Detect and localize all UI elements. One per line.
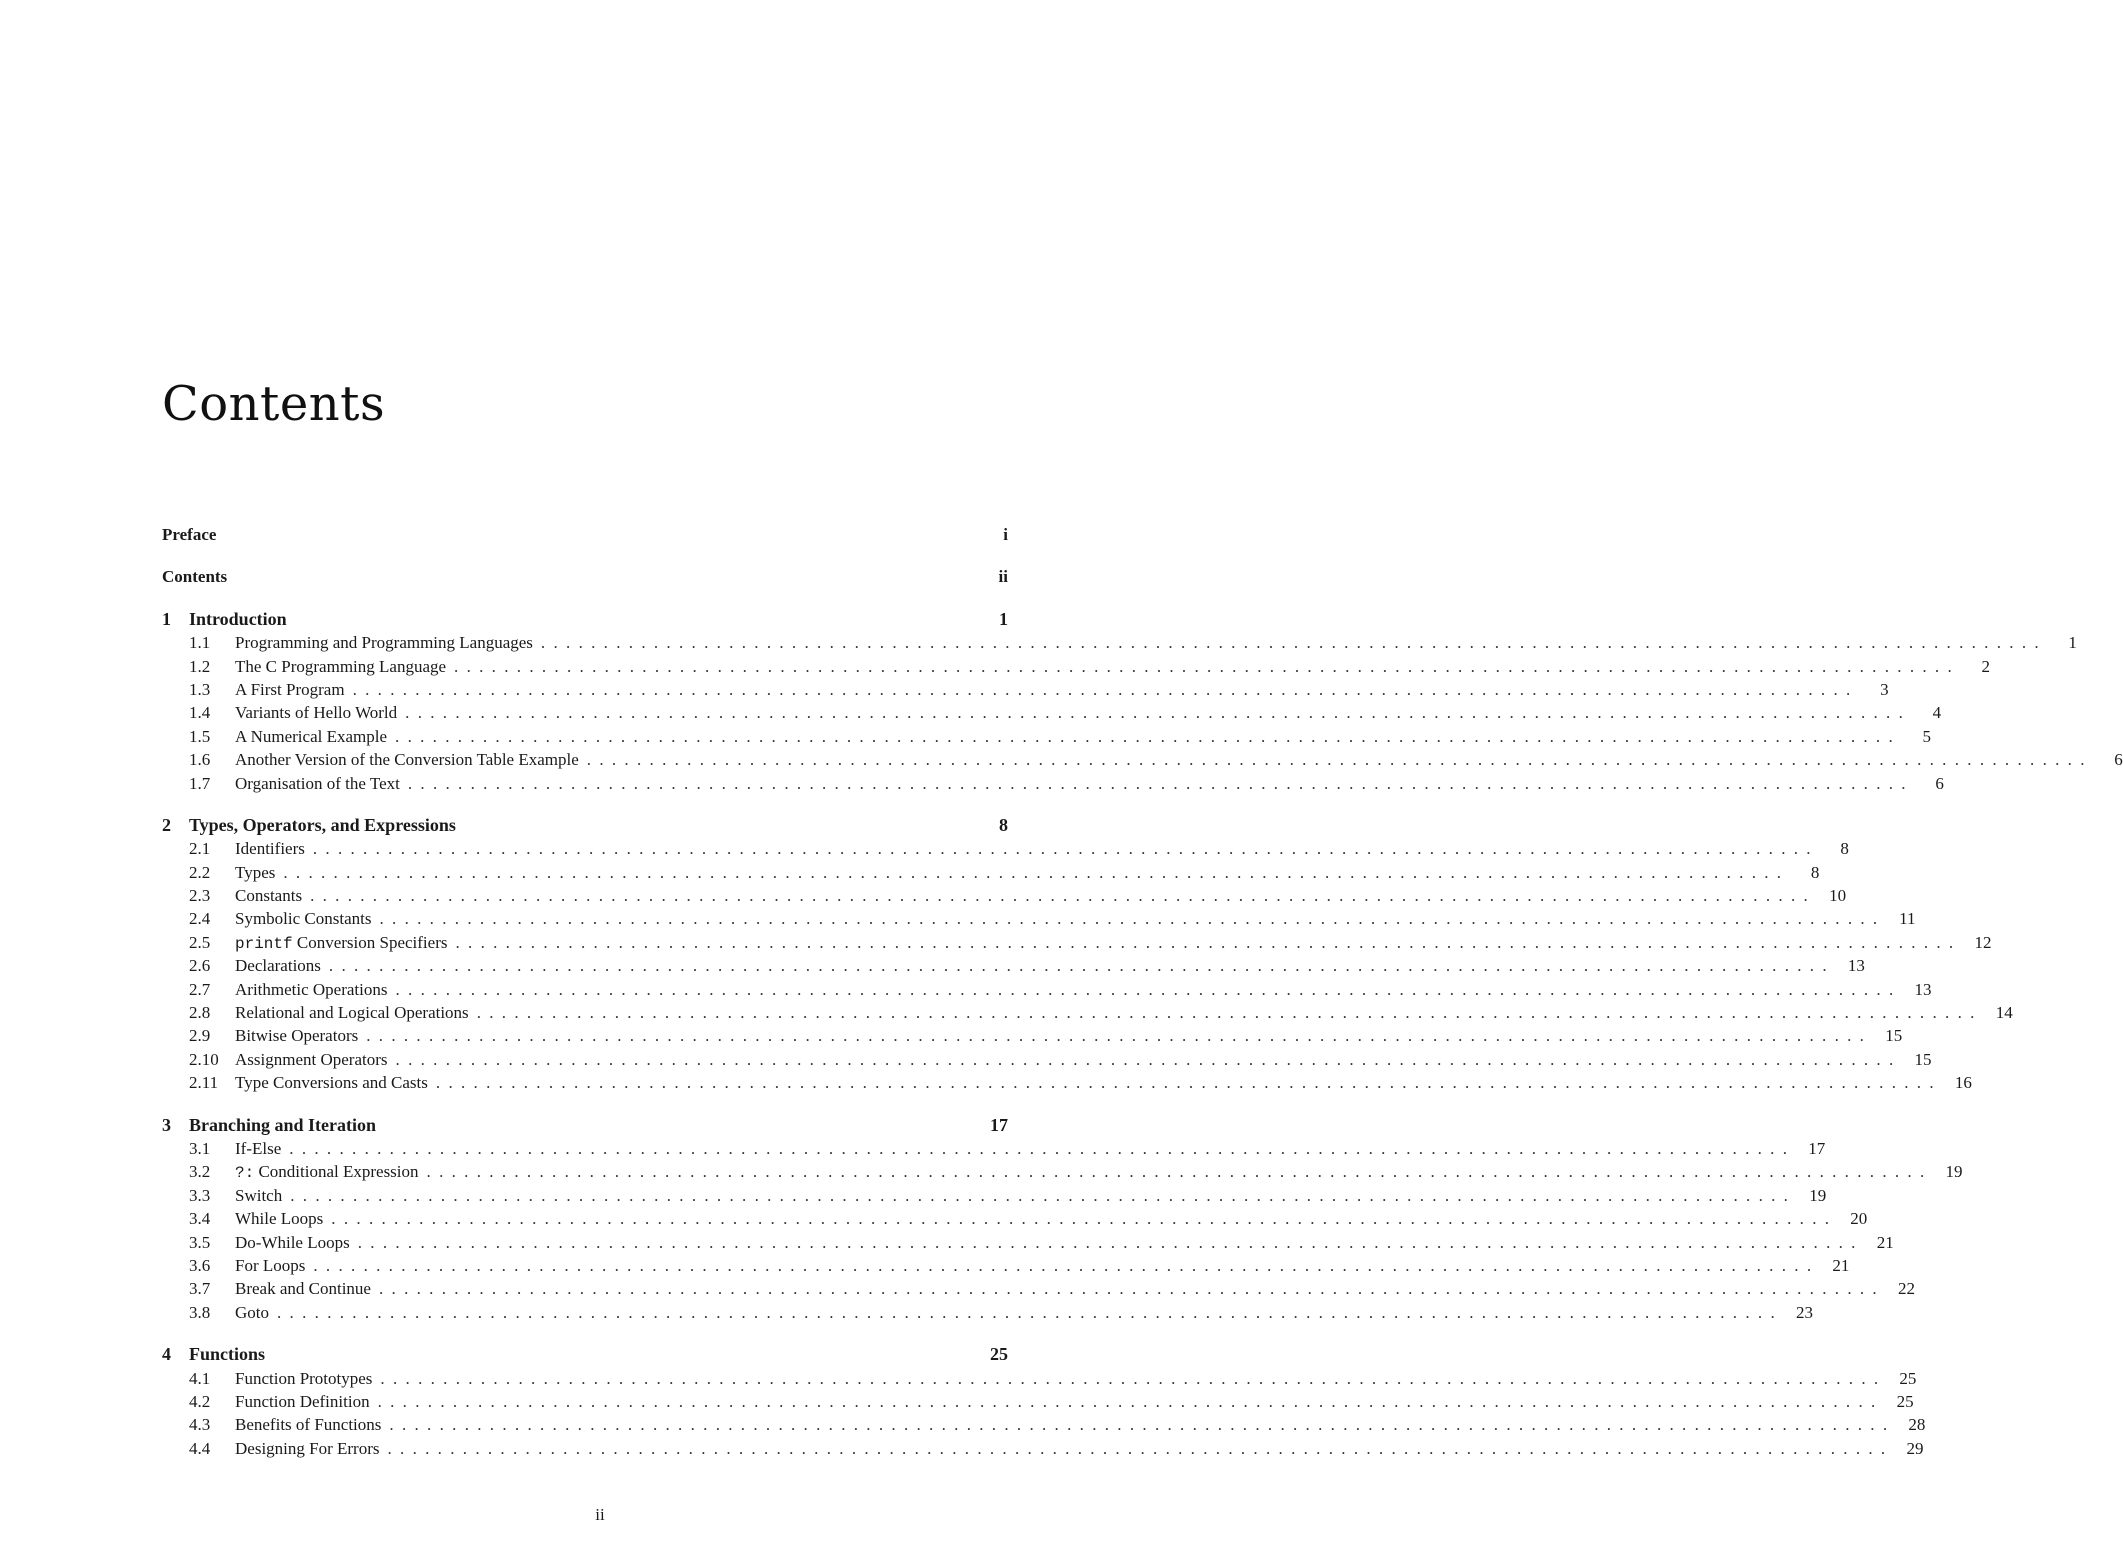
section-title [235, 748, 579, 771]
section-title [235, 1231, 350, 1254]
toc-section[interactable] [162, 907, 1916, 930]
section-page: 5 [1922, 726, 1932, 746]
dot-leader: ........................................................................................................................ [395, 979, 1902, 999]
section-title [235, 1277, 371, 1300]
section-number: 3.2 [189, 1162, 211, 1182]
section-title [235, 701, 397, 724]
section-page: 4 [1932, 703, 1942, 723]
toc-section[interactable] [162, 1024, 1903, 1047]
toc-section[interactable] [162, 1254, 1850, 1277]
section-number: 4.1 [189, 1368, 211, 1388]
section-page: 6 [2114, 750, 2123, 770]
section-page: 23 [1796, 1302, 1813, 1322]
section-page: 21 [1876, 1232, 1894, 1252]
dot-leader: ........................................................................................................................ [405, 703, 1912, 723]
dot-leader: ........................................................................................................................ [395, 726, 1902, 746]
chapter-title: Introduction [189, 608, 287, 629]
section-number: 3.1 [189, 1138, 211, 1158]
section-title [235, 954, 321, 977]
section-page: 2 [1981, 656, 1991, 676]
toc-chapter[interactable] [162, 814, 1008, 837]
section-page: 6 [1935, 773, 1944, 793]
dot-leader: ........................................................................................................................ [366, 1026, 1873, 1046]
section-number: 3.3 [189, 1185, 211, 1205]
section-number: 2.2 [189, 862, 211, 882]
section-title [235, 1048, 388, 1071]
toc-chapter[interactable] [162, 1114, 1008, 1137]
section-title-text: A First Program [235, 679, 345, 699]
dot-leader: ........................................................................................................................ [387, 1438, 1894, 1458]
toc-section[interactable] [162, 1301, 1813, 1324]
toc-section[interactable] [162, 631, 2077, 654]
section-title [235, 1184, 282, 1207]
dot-leader: ........................................................................................................................ [331, 1209, 1838, 1229]
dot-leader: ........................................................................................................................ [310, 886, 1817, 906]
toc-section[interactable] [162, 1160, 1963, 1183]
section-number: 1.1 [189, 633, 211, 653]
section-page: 25 [1899, 1368, 1917, 1388]
section-title-text: Symbolic Constants [235, 909, 372, 929]
section-page: 17 [1808, 1138, 1826, 1158]
toc-entry-page: i [1003, 525, 1008, 544]
section-title-text: Break and Continue [235, 1279, 371, 1299]
section-title [235, 1367, 372, 1390]
section-page: 28 [1908, 1415, 1926, 1435]
section-title-text: Benefits of Functions [235, 1415, 382, 1435]
dot-leader: ........................................................................................................................ [277, 1302, 1783, 1322]
section-title [235, 1024, 358, 1047]
toc-section[interactable] [162, 1437, 1924, 1460]
section-number: 2.1 [189, 839, 211, 859]
section-page: 10 [1829, 886, 1847, 906]
chapter-number: 2 [162, 814, 171, 835]
section-title-text: Assignment Operators [235, 1049, 388, 1069]
section-title-text: While Loops [235, 1209, 324, 1229]
dot-leader: ........................................................................................................................ [379, 909, 1886, 929]
toc-section[interactable] [162, 1048, 1932, 1071]
section-title-text: Designing For Errors [235, 1438, 380, 1458]
dot-leader: ........................................................................................................................ [586, 750, 2093, 770]
section-title [235, 837, 305, 860]
section-title-text: Relational and Logical Operations [235, 1003, 469, 1023]
section-number: 2.6 [189, 956, 211, 976]
toc-chapter[interactable] [162, 608, 1008, 631]
section-title [235, 978, 388, 1001]
section-page: 13 [1847, 956, 1865, 976]
section-number: 2.5 [189, 932, 211, 952]
dot-leader: ........................................................................................................................ [389, 1415, 1896, 1435]
toc-section[interactable] [162, 1071, 1972, 1094]
section-title [235, 725, 387, 748]
section-title [235, 678, 345, 701]
section-number: 4.2 [189, 1391, 211, 1411]
toc-section[interactable] [162, 1367, 1917, 1390]
chapter-page: 8 [999, 814, 1008, 835]
chapter-title: Functions [189, 1344, 266, 1365]
dot-leader: ........................................................................................................................ [407, 773, 1914, 793]
section-title-text: Conversion Specifiers [292, 932, 448, 952]
chapter-number: 1 [162, 608, 171, 629]
toc-section[interactable] [162, 1413, 1926, 1436]
section-title-text: Types [235, 862, 276, 882]
chapter-page: 25 [990, 1344, 1008, 1365]
chapter-title: Branching and Iteration [189, 1114, 377, 1135]
dot-leader: ........................................................................................................................ [312, 839, 1819, 859]
section-page: 11 [1899, 909, 1916, 929]
toc-section[interactable] [162, 837, 1849, 860]
section-title-text: Identifiers [235, 839, 305, 859]
dot-leader: ........................................................................................................................ [290, 1185, 1797, 1205]
toc-entry-page: ii [998, 567, 1008, 587]
toc-section[interactable] [162, 655, 1991, 678]
section-page: 8 [1810, 862, 1820, 882]
section-title-text: Bitwise Operators [235, 1026, 359, 1046]
toc-section[interactable] [162, 1137, 1826, 1160]
section-title [235, 1437, 379, 1460]
section-page: 13 [1914, 979, 1932, 999]
section-title [235, 1137, 281, 1160]
section-title-text: If-Else [235, 1138, 282, 1158]
section-title-code: ?: [235, 1164, 255, 1183]
dot-leader: ........................................................................................................................ [395, 1049, 1902, 1069]
dot-leader: ........................................................................................................................ [357, 1232, 1864, 1252]
section-page: 19 [1945, 1162, 1963, 1182]
section-number: 1.6 [189, 750, 211, 770]
section-number: 2.4 [189, 909, 211, 929]
toc-section[interactable] [162, 678, 1889, 701]
toc-section[interactable] [162, 1184, 1827, 1207]
page-title: Contents [162, 376, 386, 432]
dot-leader: ........................................................................................................................ [435, 1073, 1942, 1093]
chapter-number: 3 [162, 1114, 171, 1135]
toc-section[interactable] [162, 725, 1932, 748]
section-title-text: A Numerical Example [235, 726, 388, 746]
toc-section[interactable] [162, 978, 1932, 1001]
section-page: 8 [1840, 839, 1849, 859]
section-title-text: Programming and Programming Languages [235, 633, 533, 653]
section-title-text: Type Conversions and Casts [235, 1073, 428, 1093]
section-number: 4.3 [189, 1415, 211, 1435]
section-title [235, 1254, 305, 1277]
section-page: 14 [1995, 1003, 2013, 1023]
toc-section[interactable] [162, 1390, 1914, 1413]
section-title-text: Organisation of the Text [235, 773, 400, 793]
toc-section[interactable] [162, 884, 1847, 907]
table-of-contents [162, 523, 2123, 1460]
section-title-text: Goto [235, 1302, 269, 1322]
section-title-text: Declarations [235, 956, 321, 976]
section-number: 3.4 [189, 1209, 211, 1229]
section-title-text: Switch [235, 1185, 283, 1205]
section-title-text: Variants of Hello World [235, 703, 398, 723]
section-title [235, 1071, 428, 1094]
dot-leader: ........................................................................................................................ [328, 956, 1835, 976]
section-title [235, 1413, 381, 1436]
dot-leader: ........................................................................................................................ [540, 633, 2047, 653]
toc-entry-label: Contents [162, 567, 228, 587]
dot-leader: ........................................................................................................................ [283, 862, 1790, 882]
section-title-text: Conditional Expression [254, 1162, 419, 1182]
section-page: 29 [1906, 1438, 1924, 1458]
section-page: 22 [1897, 1279, 1915, 1299]
toc-section[interactable] [162, 931, 1992, 954]
dot-leader: ........................................................................................................................ [476, 1003, 1983, 1023]
toc-section[interactable] [162, 861, 1820, 884]
section-number: 2.8 [189, 1003, 211, 1023]
dot-leader: ........................................................................................................................ [454, 656, 1961, 676]
section-page: 25 [1896, 1391, 1914, 1411]
section-page: 16 [1954, 1073, 1972, 1093]
section-title [235, 772, 400, 795]
section-number: 2.7 [189, 979, 211, 999]
dot-leader: ........................................................................................................................ [426, 1162, 1933, 1182]
section-page: 19 [1809, 1185, 1827, 1205]
toc-section[interactable] [162, 748, 2123, 771]
chapter-page: 1 [999, 608, 1008, 629]
section-title [235, 1301, 269, 1324]
dot-leader: ........................................................................................................................ [380, 1368, 1887, 1388]
section-title-text: Another Version of the Conversion Table Example [235, 750, 579, 770]
dot-leader: ........................................................................................................................ [377, 1391, 1884, 1411]
section-number: 3.7 [189, 1279, 211, 1299]
section-number: 2.3 [189, 886, 211, 906]
section-page: 1 [2068, 633, 2077, 653]
toc-section[interactable] [162, 701, 1942, 724]
section-number: 4.4 [189, 1438, 211, 1458]
section-title-text: Function Prototypes [235, 1368, 373, 1388]
dot-leader: ........................................................................................................................ [289, 1138, 1796, 1158]
section-title-text: The C Programming Language [235, 656, 447, 676]
section-page: 21 [1832, 1255, 1850, 1275]
toc-entry-front-matter[interactable] [162, 523, 1008, 546]
toc-entry-label: Preface [162, 525, 217, 544]
toc-section[interactable] [162, 954, 1865, 977]
section-title [235, 931, 447, 956]
dot-leader: ........................................................................................................................ [352, 679, 1859, 699]
section-number: 2.10 [189, 1049, 219, 1069]
section-number: 1.2 [189, 656, 211, 676]
section-title [235, 1001, 469, 1024]
section-title-text: Function Definition [235, 1391, 370, 1411]
section-title [235, 884, 302, 907]
section-title-text: Arithmetic Operations [235, 979, 388, 999]
section-number: 2.9 [189, 1026, 211, 1046]
section-title [235, 1390, 370, 1413]
toc-section[interactable] [162, 1277, 1915, 1300]
section-page: 20 [1850, 1209, 1868, 1229]
page-number: ii [595, 1505, 605, 1524]
section-title-text: For Loops [235, 1255, 306, 1275]
section-title-code: printf [235, 934, 293, 953]
section-number: 2.11 [189, 1073, 219, 1093]
section-page: 15 [1914, 1049, 1932, 1069]
section-number: 3.8 [189, 1302, 211, 1322]
section-page: 15 [1885, 1026, 1903, 1046]
toc-section[interactable] [162, 1207, 1868, 1230]
dot-leader: ........................................................................................................................ [313, 1255, 1820, 1275]
toc-section[interactable] [162, 1001, 2013, 1024]
section-page: 3 [1880, 679, 1889, 699]
chapter-title: Types, Operators, and Expressions [189, 814, 456, 835]
section-title [235, 861, 275, 884]
section-title [235, 655, 446, 678]
toc-section[interactable] [162, 772, 1944, 795]
dot-leader: ........................................................................................................................ [455, 932, 1962, 952]
toc-entry-front-matter[interactable] [162, 565, 1008, 588]
section-title [235, 907, 371, 930]
section-title-text: Do-While Loops [235, 1232, 350, 1252]
section-number: 3.5 [189, 1232, 211, 1252]
section-number: 1.4 [189, 703, 211, 723]
section-title [235, 1207, 323, 1230]
chapter-number: 4 [162, 1344, 171, 1365]
toc-chapter[interactable] [162, 1343, 1008, 1366]
section-title [235, 631, 533, 654]
dot-leader: ........................................................................................................................ [378, 1279, 1885, 1299]
section-number: 1.5 [189, 726, 211, 746]
section-number: 1.7 [189, 773, 211, 793]
section-number: 1.3 [189, 679, 211, 699]
section-title-text: Constants [235, 886, 303, 906]
section-number: 3.6 [189, 1255, 211, 1275]
chapter-page: 17 [990, 1114, 1008, 1135]
toc-section[interactable] [162, 1231, 1894, 1254]
section-page: 12 [1974, 932, 1992, 952]
section-title [235, 1160, 419, 1185]
